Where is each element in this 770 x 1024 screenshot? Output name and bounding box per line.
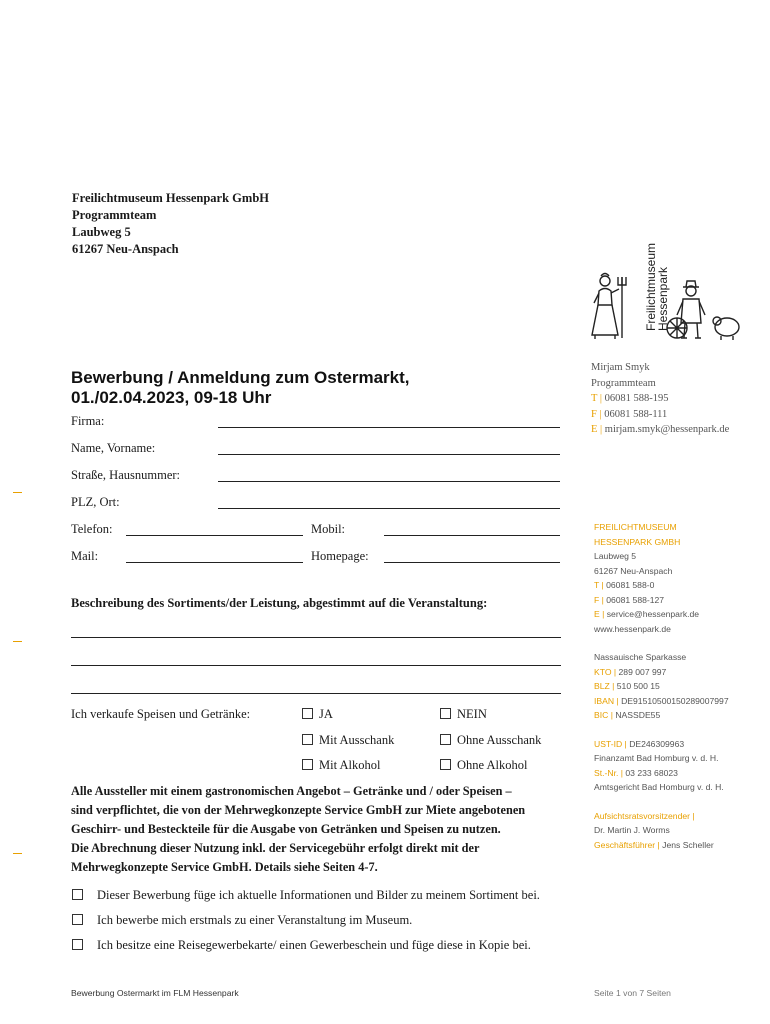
note-line: sind verpflichtet, die von der Mehrwegkonzepte Service GmbH zur Miete angebotenen (71, 803, 526, 817)
telefon-field[interactable] (126, 535, 303, 536)
museum-logo (585, 243, 745, 345)
option-ja[interactable]: JA (302, 707, 333, 722)
option-ohne-alkohol[interactable]: Ohne Alkohol (440, 758, 527, 773)
company-kto: KTO | 289 007 997 (594, 666, 667, 677)
page-title (71, 368, 409, 408)
label-homepage: Homepage: (311, 549, 369, 563)
checkbox[interactable] (302, 734, 313, 745)
company-phone: T | 06081 588-0 (594, 580, 655, 590)
checkbox[interactable] (440, 708, 451, 719)
company-city: 61267 Neu-Anspach (594, 565, 673, 576)
recipient-line: Laubweg 5 (72, 225, 131, 239)
logo-text: Freilichtmuseum (644, 243, 658, 331)
company-fax: F | 06081 588-127 (594, 594, 665, 605)
company-name: HESSENPARK GMBH (594, 536, 681, 547)
checkbox[interactable] (72, 889, 83, 900)
beschreibung-field[interactable] (71, 637, 561, 638)
label-mobil: Mobil: (311, 522, 346, 536)
plz-field[interactable] (218, 508, 560, 509)
firma-field[interactable] (218, 427, 560, 428)
title-line: Bewerbung / Anmeldung zum Ostermarkt, (71, 368, 410, 387)
company-stnr: St.-Nr. | 03 233 68023 (594, 767, 678, 778)
check-item[interactable]: Dieser Bewerbung füge ich aktuelle Informationen und Bilder zu meinem Sortiment bei. (72, 888, 540, 903)
margin-mark (13, 492, 22, 493)
label-name: Name, Vorname: (71, 441, 156, 455)
mail-field[interactable] (126, 562, 303, 563)
company-iban: IBAN | DE91510500150289007997 (594, 695, 729, 706)
footer-left: Bewerbung Ostermarkt im FLM Hessenpark (71, 988, 239, 998)
company-arv: Dr. Martin J. Worms (594, 825, 670, 835)
recipient-line: Freilichtmuseum Hessenpark GmbH (72, 191, 269, 205)
beschreibung-field[interactable] (71, 693, 561, 694)
company-info (594, 520, 729, 852)
checkbox[interactable] (72, 914, 83, 925)
checkbox[interactable] (440, 759, 451, 770)
gastronomy-note (71, 782, 591, 877)
label-strasse: Straße, Hausnummer: (71, 468, 181, 482)
company-blz: BLZ | 510 500 15 (594, 681, 660, 691)
note-line: Mehrwegkonzepte Service GmbH. Details siehe Seiten 4-7. (71, 860, 378, 874)
note-line: Geschirr- und Besteckteile für die Ausgabe von Getränken und Speisen zu nutzen. (71, 822, 501, 836)
option-ohne-ausschank[interactable]: Ohne Ausschank (440, 733, 541, 748)
page-number: Seite 1 von 7 Seiten (594, 988, 671, 998)
label-food-question: Ich verkaufe Speisen und Getränke: (71, 707, 251, 721)
company-ust: UST-ID | DE246309963 (594, 738, 685, 749)
company-name: FREILICHTMUSEUM (594, 522, 677, 532)
company-email[interactable]: E | service@hessenpark.de (594, 609, 700, 619)
recipient-address (72, 190, 269, 258)
contact-name: Mirjam Smyk (591, 362, 650, 373)
checkbox[interactable] (72, 939, 83, 950)
label-beschreibung: Beschreibung des Sortiments/der Leistung, abgestimmt auf die Veranstaltung: (71, 596, 488, 610)
company-arv-label: Aufsichtsratsvorsitzender | (594, 810, 695, 821)
company-street: Laubweg 5 (594, 551, 637, 561)
label-plz: PLZ, Ort: (71, 495, 120, 509)
label-telefon: Telefon: (71, 522, 113, 536)
company-gf: Geschäftsführer | Jens Scheller (594, 839, 714, 850)
checkbox[interactable] (302, 759, 313, 770)
checkbox[interactable] (302, 708, 313, 719)
strasse-field[interactable] (218, 481, 560, 482)
margin-mark (13, 641, 22, 642)
note-line: Die Abrechnung dieser Nutzung inkl. der Servicegebühr erfolgt direkt mit der (71, 841, 480, 855)
contact-team: Programmteam (591, 377, 656, 389)
logo-figures-icon (585, 243, 745, 345)
name-field[interactable] (218, 454, 560, 455)
contact-email[interactable]: E | mirjam.smyk@hessenpark.de (591, 424, 730, 435)
company-amtsgericht: Amtsgericht Bad Homburg v. d. H. (594, 782, 724, 792)
label-firma: Firma: (71, 414, 105, 428)
option-mit-ausschank[interactable]: Mit Ausschank (302, 733, 394, 748)
homepage-field[interactable] (384, 562, 560, 563)
company-bic: BIC | NASSDE55 (594, 710, 661, 720)
check-item[interactable]: Ich besitze eine Reisegewerbekarte/ einen Gewerbeschein und füge diese in Kopie bei. (72, 938, 531, 953)
label-mail: Mail: (71, 549, 99, 563)
beschreibung-field[interactable] (71, 665, 561, 666)
margin-mark (13, 853, 22, 854)
recipient-line: 61267 Neu-Anspach (72, 242, 179, 256)
contact-fax: F | 06081 588-111 (591, 408, 668, 420)
mobil-field[interactable] (384, 535, 560, 536)
note-line: Alle Aussteller mit einem gastronomischen Angebot – Getränke und / oder Speisen – (71, 784, 512, 798)
logo-text: Hessenpark (656, 266, 670, 331)
option-mit-alkohol[interactable]: Mit Alkohol (302, 758, 380, 773)
company-bank: Nassauische Sparkasse (594, 652, 687, 662)
checkbox[interactable] (440, 734, 451, 745)
title-line: 01./02.04.2023, 09-18 Uhr (71, 388, 272, 407)
company-finanzamt: Finanzamt Bad Homburg v. d. H. (594, 753, 719, 763)
company-web[interactable]: www.hessenpark.de (594, 623, 671, 634)
check-item[interactable]: Ich bewerbe mich erstmals zu einer Veranstaltung im Museum. (72, 913, 412, 928)
contact-person (591, 360, 729, 438)
option-nein[interactable]: NEIN (440, 707, 487, 722)
contact-phone: T | 06081 588-195 (591, 393, 669, 404)
recipient-line: Programmteam (72, 208, 157, 222)
